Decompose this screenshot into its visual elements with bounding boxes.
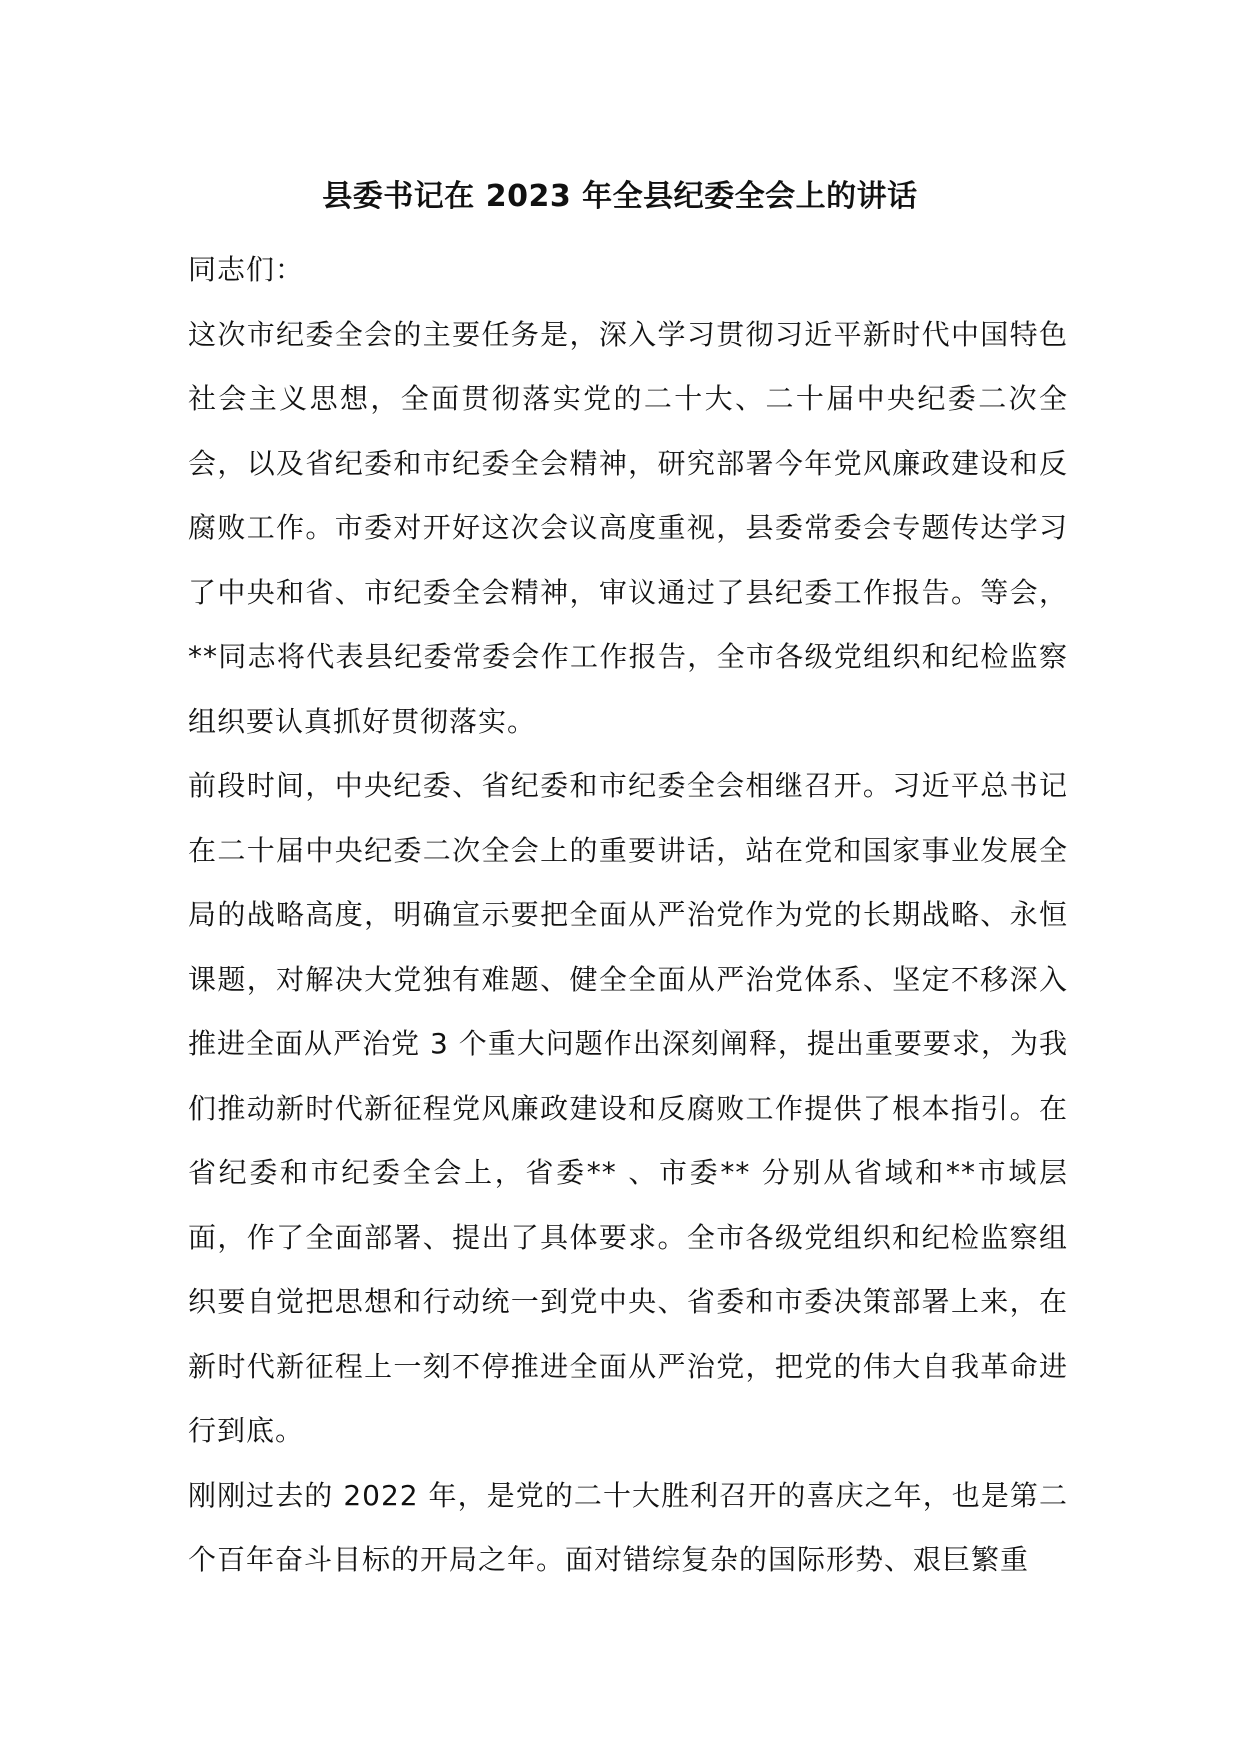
paragraph-2: 前段时间，中央纪委、省纪委和市纪委全会相继召开。习近平总书记在二十届中央纪委二次全会上的重要讲话，站在党和国家事业发展全局的战略高度，明确宣示要把全面从严治党作为党的长期战略、永恒课题，对解决大党独有难题、健全全面从严治党体系、坚定不移深入推进全面从严治党 3 个重大问题作出深刻阐释，提出重要要求，为我们推动新时代新征程党风廉政建设和反腐败工作提供了根本指引。在省纪委和市纪委全会上，省委** 、市委** 分别从省域和**市域层面，作了全面部署、提出了具体要求。全市各级党组织和纪检监察组织要自觉把思想和行动统一到党中央、省委和市委决策部署上来，在新时代新征程上一刻不停推进全面从严治党，把党的伟大自我革命进行到底。 [188, 769, 1068, 1447]
paragraph-3: 刚刚过去的 2022 年，是党的二十大胜利召开的喜庆之年，也是第二个百年奋斗目标的开局之年。面对错综复杂的国际形势、艰巨繁重 [188, 1478, 1068, 1576]
document-title: 县委书记在 2023 年全县纪委全会上的讲话 [322, 179, 918, 214]
greeting: 同志们： [188, 253, 305, 286]
paragraph-1: 这次市纪委全会的主要任务是，深入学习贯彻习近平新时代中国特色社会主义思想，全面贯彻落实党的二十大、二十届中央纪委二次全会，以及省纪委和市纪委全会精神，研究部署今年党风廉政建设和反腐败工作。市委对开好这次会议高度重视，县委常委会专题传达学习了中央和省、市纪委全会精神，审议通过了县纪委工作报告。等会，**同志将代表县纪委常委会作工作报告，全市各级党组织和纪检监察组织要认真抓好贯彻落实。 [188, 317, 1068, 738]
document-body [188, 238, 1068, 1593]
